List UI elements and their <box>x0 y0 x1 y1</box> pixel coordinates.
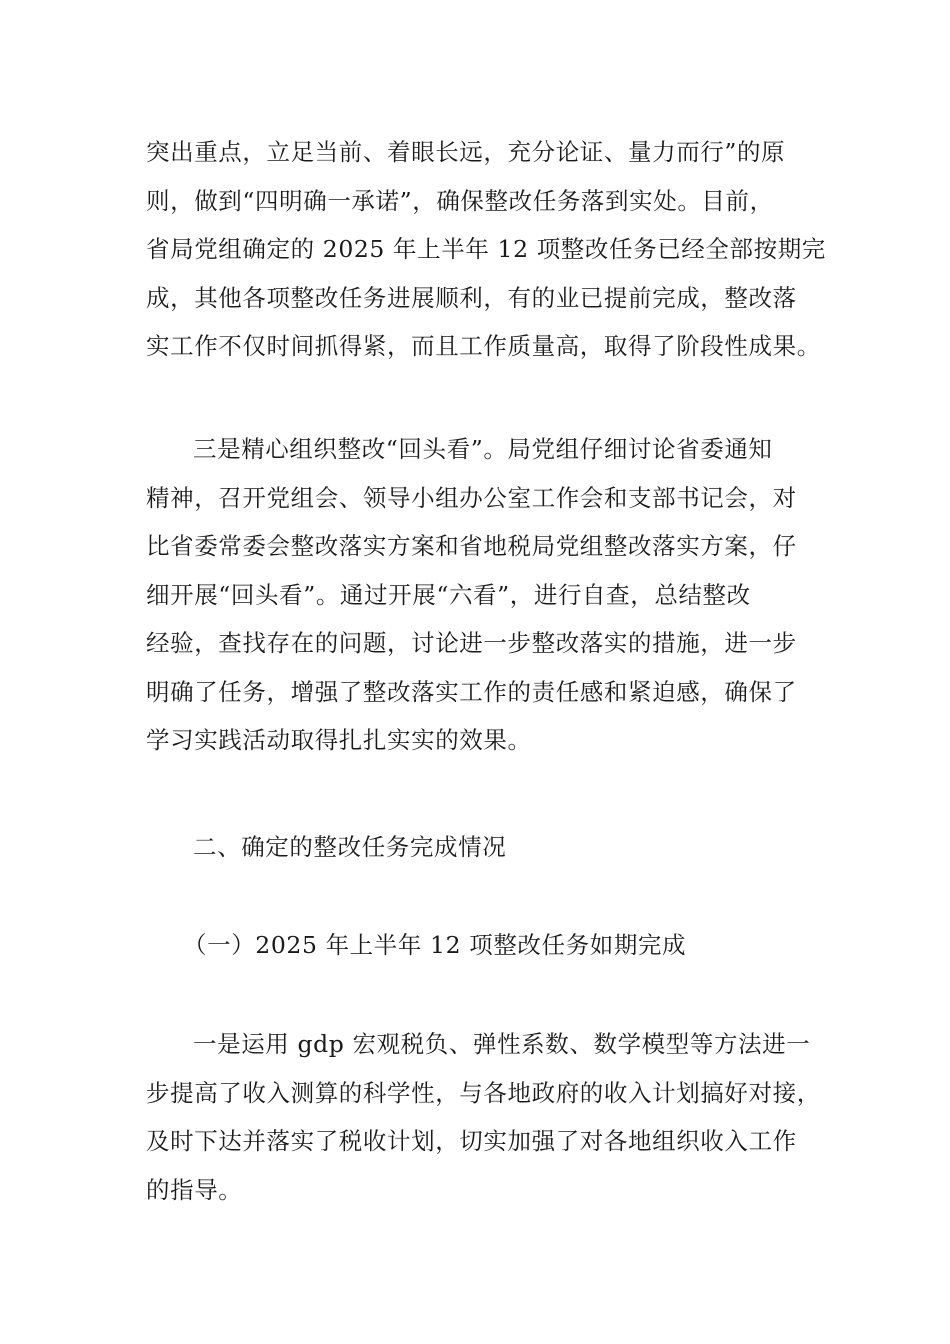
text-line: 的指导。 <box>146 1175 243 1204</box>
text-line: 一是运用 gdp 宏观税负、弹性系数、数学模型等方法进一 <box>193 1030 811 1058</box>
text-line: 成，其他各项整改任务进展顺利，有的业已提前完成，整改落 <box>146 283 797 312</box>
subsection-heading: （一）2025 年上半年 12 项整改任务如期完成 <box>183 931 687 959</box>
text-line: 则，做到“四明确一承诺”，确保整改任务落到实处。目前， <box>146 186 774 215</box>
text-line: 学习实践活动取得扎扎实实的效果。 <box>146 726 532 754</box>
text-line: 明确了任务，增强了整改落实工作的责任感和紧迫感，确保了 <box>146 677 797 706</box>
subsection-heading-one <box>146 921 816 970</box>
text-line: 比省委常委会整改落实方案和省地税局党组整改落实方案，仔 <box>146 532 797 560</box>
text-line: 实工作不仅时间抓得紧，而且工作质量高，取得了阶段性成果。 <box>146 332 821 360</box>
text-line: 突出重点，立足当前、着眼长远，充分论证、量力而行”的原 <box>146 138 786 166</box>
paragraph-continuation <box>146 128 826 371</box>
text-line: 步提高了收入测算的科学性，与各地政府的收入计划搞好对接， <box>146 1078 821 1107</box>
paragraph-one-gdp <box>146 1020 821 1214</box>
text-line: 及时下达并落实了税收计划，切实加强了对各地组织收入工作 <box>146 1127 797 1155</box>
text-line: 细开展“回头看”。通过开展“六看”，进行自查，总结整改 <box>146 580 751 609</box>
paragraph-three-review <box>146 425 816 765</box>
section-heading-two <box>146 823 816 872</box>
text-line: 省局党组确定的 2025 年上半年 12 项整改任务已经全部按期完 <box>146 235 826 263</box>
text-line: 经验，查找存在的问题，讨论进一步整改落实的措施，进一步 <box>146 629 797 657</box>
text-line: 精神，召开党组会、领导小组办公室工作会和支部书记会，对 <box>146 483 797 512</box>
text-line: 三是精心组织整改“回头看”。局党组仔细讨论省委通知 <box>193 435 773 463</box>
section-heading: 二、确定的整改任务完成情况 <box>193 833 507 861</box>
